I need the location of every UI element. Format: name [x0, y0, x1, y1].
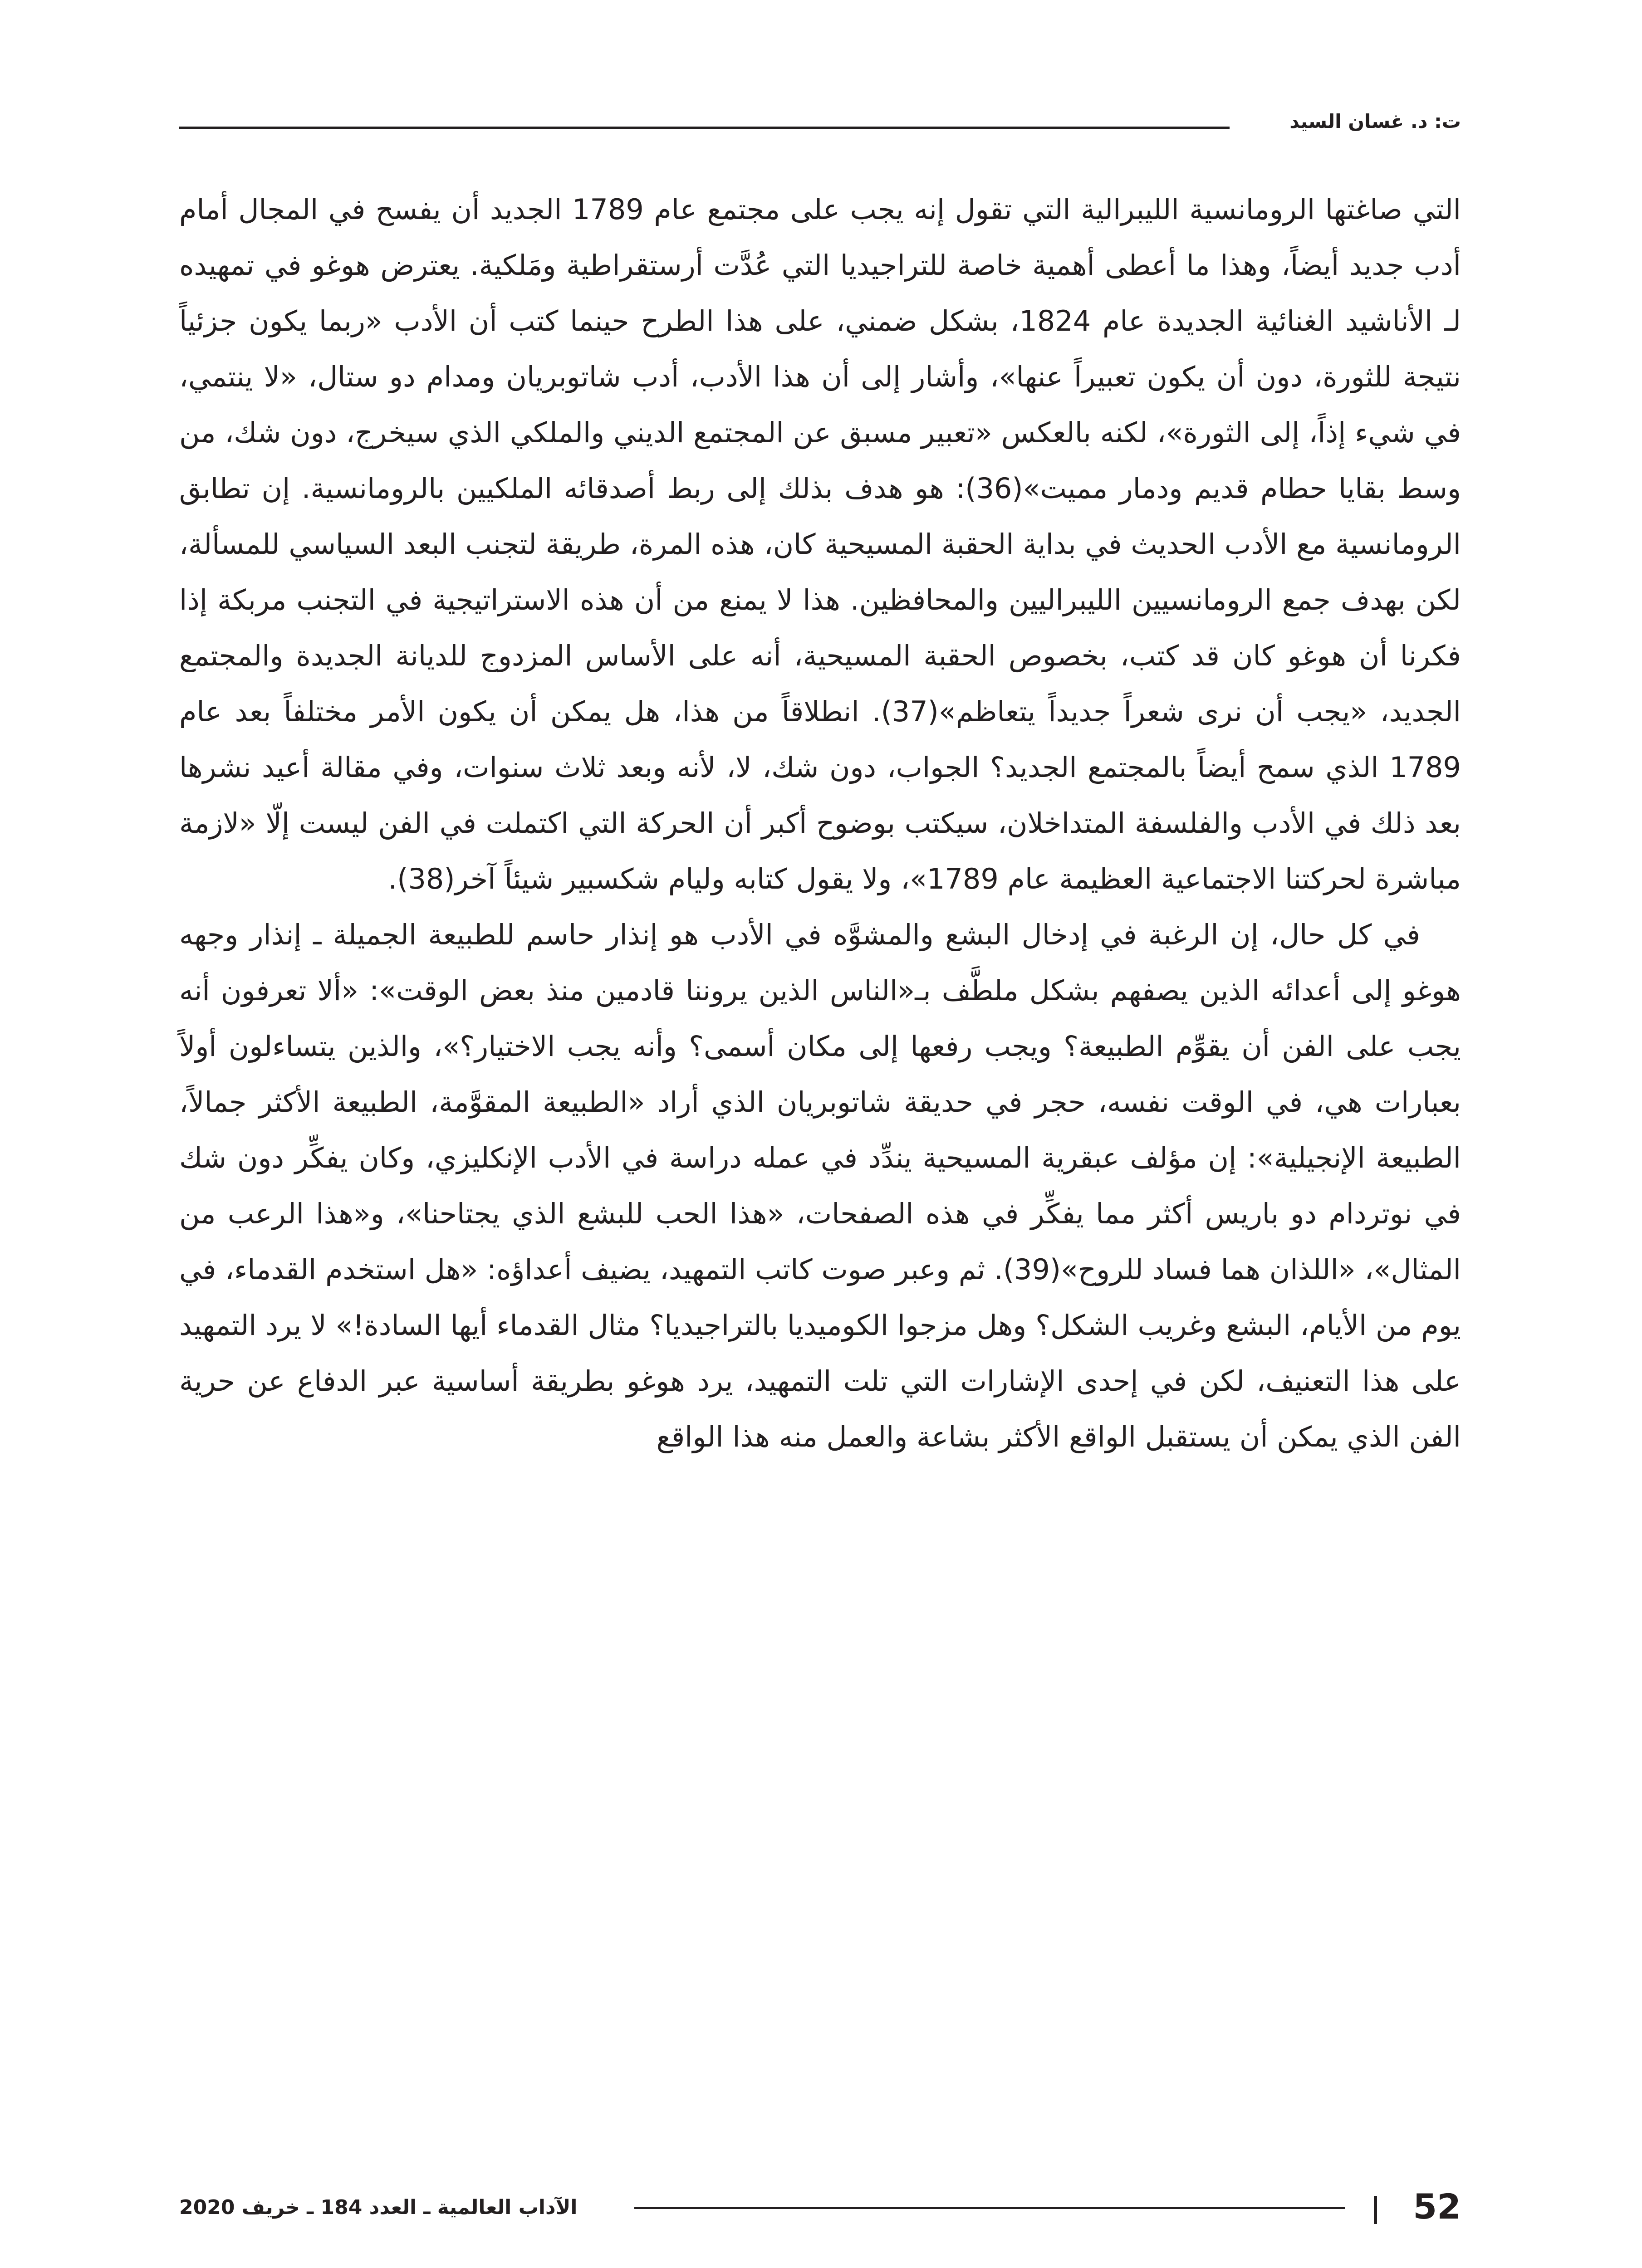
journal-issue: الآداب العالمية ـ العدد 184 ـ خريف 2020: [179, 2196, 578, 2219]
page-number: 52: [1413, 2186, 1461, 2227]
footer-rule: [634, 2207, 1345, 2209]
body-paragraph: في كل حال، إن الرغبة في إدخال البشع والمشوَّه في الأدب هو إنذار حاسم للطبيعة الجميلة ـ إنذار وجهه هوغو إلى أعدائه الذين يصفهم بشكل ملطَّف بـ«الناس الذين يروننا قادمين منذ بعض الوقت»: «ألا تعرفون أنه يجب على الفن أن يقوِّم الطبيعة؟ ويجب رفعها إلى مكان أسمى؟ وأنه يجب الاختيار؟»، والذين يتساءلون أولاً بعبارات هي، في الوقت نفسه، حجر في حديقة شاتوبريان الذي أراد «الطبيعة المقوَّمة، الطبيعة الأكثر جمالاً، الطبيعة الإنجيلية»: إن مؤلف عبقرية المسيحية يندِّد في عمله دراسة في الأدب الإنكليزي، وكان يفكِّر دون شك في نوتردام دو باريس أكثر مما يفكِّر في هذه الصفحات، «هذا الحب للبشع الذي يجتاحنا»، و«هذا الرعب من المثال»، «اللذان هما فساد للروح»(39). ثم وعبر صوت كاتب التمهيد، يضيف أعداؤه: «هل استخدم القدماء، في يوم من الأيام، البشع وغريب الشكل؟ وهل مزجوا الكوميديا بالتراجيديا؟ مثال القدماء أيها السادة!» لا يرد التمهيد على هذا التعنيف، لكن في إحدى الإشارات التي تلت التمهيد، يرد هوغو بطريقة أساسية عبر الدفاع عن حرية الفن الذي يمكن أن يستقبل الواقع الأكثر بشاعة والعمل منه هذا الواقع: [179, 918, 1461, 1453]
translator-label: ت: د. غسان السيد: [1289, 110, 1461, 132]
article-body: [179, 181, 1461, 1465]
body-paragraph: التي صاغتها الرومانسية الليبرالية التي تقول إنه يجب على مجتمع عام 1789 الجديد أن يفسح في المجال أمام أدب جديد أيضاً، وهذا ما أعطى أهمية خاصة للتراجيديا التي عُدَّت أرستقراطية ومَلكية. يعترض هوغو في تمهيده لـ الأناشيد الغنائية الجديدة عام 1824، بشكل ضمني، على هذا الطرح حينما كتب أن الأدب «ربما يكون جزئياً نتيجة للثورة، دون أن يكون تعبيراً عنها»، وأشار إلى أن هذا الأدب، أدب شاتوبريان ومدام دو ستال، «لا ينتمي، في شيء إذاً، إلى الثورة»، لكنه بالعكس «تعبير مسبق عن المجتمع الديني والملكي الذي سيخرج، دون شك، من وسط بقايا حطام قديم ودمار مميت»(36): هو هدف بذلك إلى ربط أصدقائه الملكيين بالرومانسية. إن تطابق الرومانسية مع الأدب الحديث في بداية الحقبة المسيحية كان، هذه المرة، طريقة لتجنب البعد السياسي للمسألة، لكن بهدف جمع الرومانسيين الليبراليين والمحافظين. هذا لا يمنع من أن هذه الاستراتيجية في التجنب مربكة إذا فكرنا أن هوغو كان قد كتب، بخصوص الحقبة المسيحية، أنه على الأساس المزدوج للديانة الجديدة والمجتمع الجديد، «يجب أن نرى شعراً جديداً يتعاظم»(37). انطلاقاً من هذا، هل يمكن أن يكون الأمر مختلفاً بعد عام 1789 الذي سمح أيضاً بالمجتمع الجديد؟ الجواب، دون شك، لا، لأنه وبعد ثلاث سنوات، وفي مقالة أعيد نشرها بعد ذلك في الأدب والفلسفة المتداخلان، سيكتب بوضوح أكبر أن الحركة التي اكتملت في الفن ليست إلّا «لازمة مباشرة لحركتنا الاجتماعية العظيمة عام 1789»، ولا يقول كتابه وليام شكسبير شيئاً آخر(38).: [179, 193, 1461, 895]
header-rule: [179, 127, 1230, 129]
running-header: [179, 108, 1461, 144]
page-footer: [179, 2184, 1461, 2234]
footer-separator: [1374, 2196, 1377, 2224]
